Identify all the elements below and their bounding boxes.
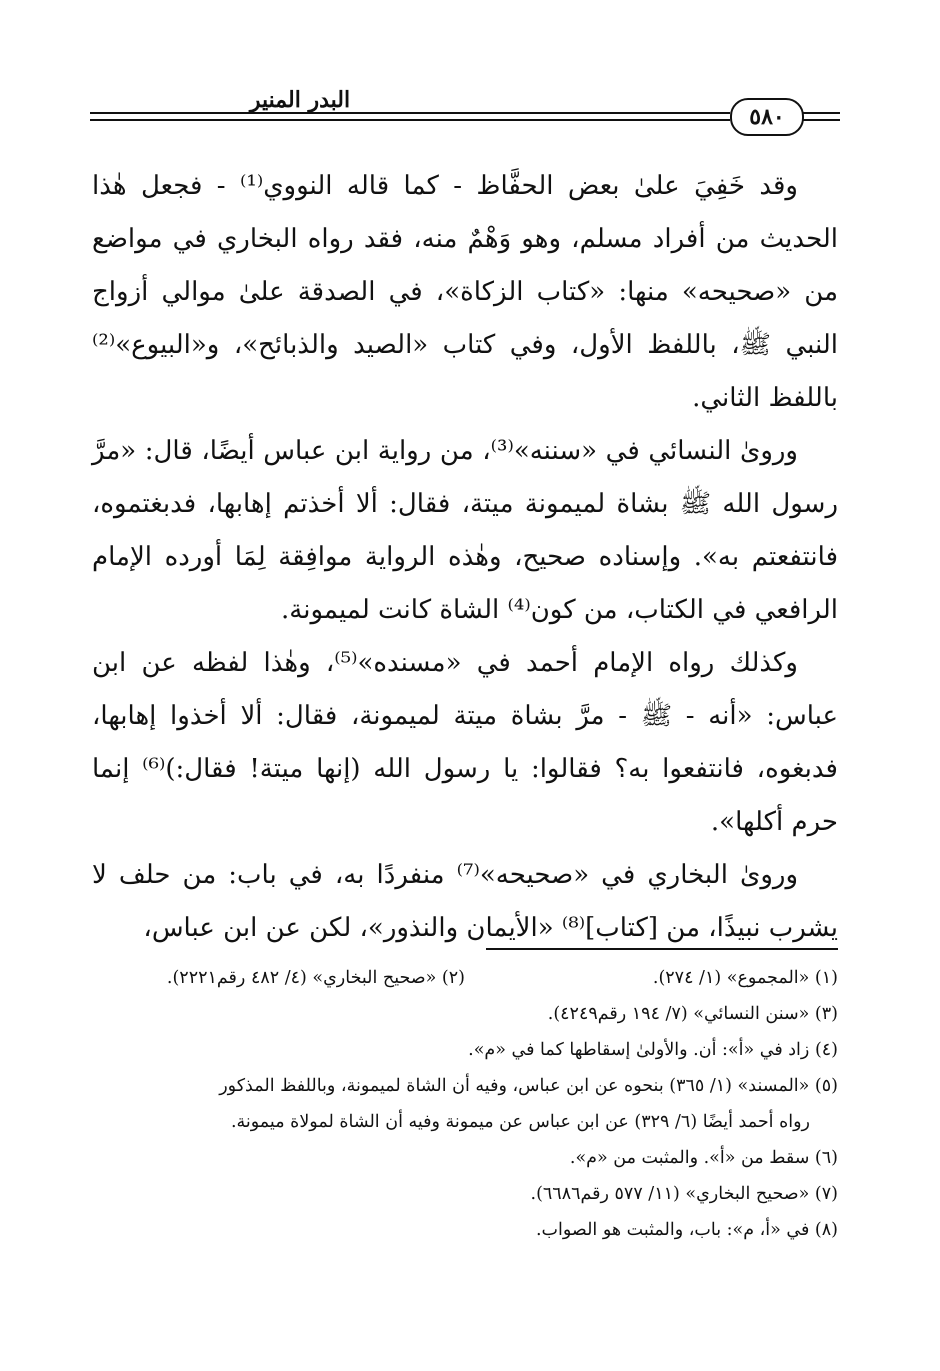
footnote-6: (٦) سقط من «أ». والمثبت من «م».: [569, 1148, 838, 1168]
paragraph: وروىٰ النسائي في «سننه»⁽³⁾، من رواية ابن عباس أيضًا، قال: «مرَّ رسول الله ﷺ بشاة لميمونة ميتة، فقال: ألا أخذتم إهابها، فدبغتموه، فانتفعتم به». وإسناده صحيح، وهٰذه الرواية موافِقة لِمَا أورده الإمام الرافعي في الكتاب، من كون⁽⁴⁾ الشاة كانت لميمونة.: [92, 436, 838, 625]
footnote-5: (٥) «المسند» (١/ ٣٦٥) بنحوه عن ابن عباس، وفيه أن الشاة لميمونة، وباللفظ المذكور: [219, 1076, 838, 1096]
footnote-4: (٤) زاد في «أ»: أن. والأولىٰ إسقاطها كما في «م».: [468, 1040, 838, 1060]
paragraph: وكذلك رواه الإمام أحمد في «مسنده»⁽⁵⁾، وهٰذا لفظه عن ابن عباس: «أنه - ﷺ - مرَّ بشاة ميتة لميمونة، فقال: ألا أخذوا إهابها، فدبغوه، فانتفعوا به؟ فقالوا: يا رسول الله (إنها ميتة! فقال:)⁽⁶⁾ إنما حرم أكلها».: [92, 648, 838, 837]
footnote-1: (١) «المجموع» (١/ ٢٧٤).: [652, 968, 838, 988]
header-rule: [90, 119, 730, 121]
page-number: ٥٨٠: [730, 98, 804, 136]
footnote-2: (٢) «صحيح البخاري» (٤/ ٤٨٢ رقم٢٢٢١).: [166, 968, 465, 988]
header-rule: [90, 112, 730, 114]
footnote-7: (٧) «صحيح البخاري» (١١/ ٥٧٧ رقم٦٦٨٦).: [530, 1184, 838, 1204]
footnote-separator: [486, 948, 838, 950]
page-header: [90, 88, 840, 136]
footnote-5-continued: رواه أحمد أيضًا (٦/ ٣٢٩) عن ابن عباس عن ميمونة وفيه أن الشاة لمولاة ميمونة.: [230, 1112, 810, 1132]
paragraph: وروىٰ البخاري في «صحيحه»⁽⁷⁾ منفردًا به، في باب: من حلف لا يشرب نبيذًا، من [كتاب]⁽⁸⁾ «الأيمان والنذور»، لكن عن ابن عباس،: [92, 860, 838, 943]
footnote-8: (٨) في «أ، م»: باب، والمثبت هو الصواب.: [535, 1220, 838, 1240]
header-rule: [798, 119, 840, 121]
footnote-3: (٣) «سنن النسائي» (٧/ ١٩٤ رقم٤٢٤٩).: [547, 1004, 838, 1024]
book-title: البدر المنير: [249, 87, 351, 113]
footnote-row: [92, 960, 838, 996]
paragraph: وقد خَفِيَ علىٰ بعض الحفَّاظ - كما قاله النووي⁽¹⁾ - فجعل هٰذا الحديث من أفراد مسلم، وهو وَهْمٌ منه، فقد رواه البخاري في مواضع من «صحيحه» منها: «كتاب الزكاة»، في الصدقة علىٰ موالي أزواج النبي ﷺ، باللفظ الأول، وفي كتاب «الصيد والذبائح»، و«البيوع»⁽²⁾ باللفظ الثاني.: [92, 171, 838, 413]
header-rule: [798, 112, 840, 114]
footnotes: [92, 960, 838, 1248]
main-text: [92, 160, 838, 955]
